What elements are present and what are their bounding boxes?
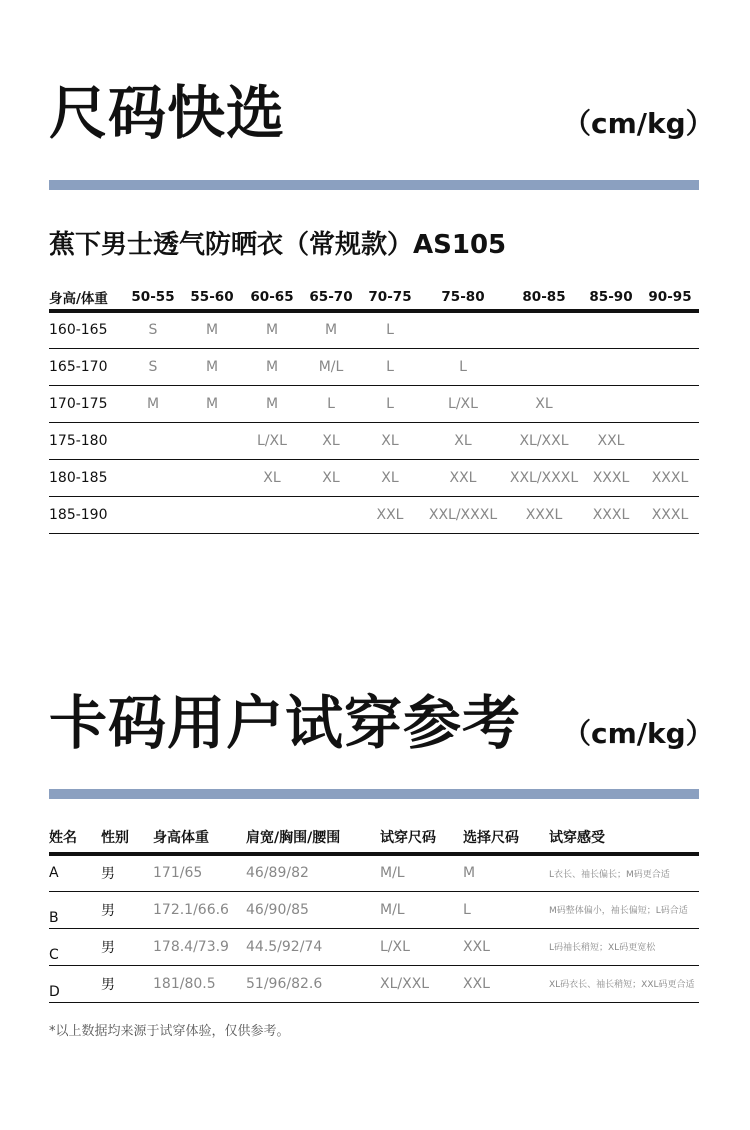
size-cell: M xyxy=(205,395,219,412)
size-cell: M xyxy=(265,322,279,339)
size-cell: XXL xyxy=(597,432,625,449)
user-name: A xyxy=(49,865,59,882)
size-cell: L xyxy=(386,358,394,375)
header-measurements: 肩宽/胸围/腰围 xyxy=(246,830,341,846)
size-cell: XXL/XXXL xyxy=(428,506,498,523)
header-weight-col: 70-75 xyxy=(368,289,412,305)
size-cell: XXXL xyxy=(651,469,689,486)
unit-label: （cm/kg） xyxy=(563,107,714,140)
user-gender: 男 xyxy=(101,866,115,883)
user-tried-size: L/XL xyxy=(380,938,410,955)
header-name: 姓名 xyxy=(49,830,77,846)
size-cell: XXXL xyxy=(592,469,630,486)
user-chosen-size: M xyxy=(463,865,476,882)
header-weight-col: 60-65 xyxy=(250,289,294,305)
size-cell: L xyxy=(459,358,467,375)
header-height-weight: 身高/体重 xyxy=(49,291,108,307)
size-cell: M xyxy=(205,322,219,339)
size-cell xyxy=(301,496,361,533)
size-cell: XXL xyxy=(449,469,477,486)
row-height: 175-180 xyxy=(49,432,108,449)
size-cell xyxy=(581,311,641,348)
size-cell: XL xyxy=(535,395,553,412)
table-row xyxy=(49,928,699,965)
size-cell: XXXL xyxy=(592,506,630,523)
table-row xyxy=(49,891,699,928)
size-cell xyxy=(181,496,243,533)
user-measurements: 44.5/92/74 xyxy=(246,938,323,955)
table-row xyxy=(49,854,699,891)
header-height-weight: 身高体重 xyxy=(153,830,209,846)
size-cell: M xyxy=(265,358,279,375)
header-weight-col: 80-85 xyxy=(522,289,566,305)
user-tried-size: XL/XXL xyxy=(380,975,430,992)
header-chosen-size: 选择尺码 xyxy=(463,830,519,846)
user-tried-size: M/L xyxy=(380,865,405,882)
size-cell: XL xyxy=(322,469,340,486)
size-cell: L xyxy=(386,395,394,412)
user-feedback: XL码衣长、袖长稍短；XXL码更合适 xyxy=(549,980,695,990)
size-cell xyxy=(641,385,699,422)
size-cell xyxy=(641,348,699,385)
user-height-weight: 172.1/66.6 xyxy=(153,901,229,918)
user-feedback: M码整体偏小，袖长偏短；L码合适 xyxy=(549,906,688,916)
size-cell: XXXL xyxy=(525,506,563,523)
size-cell xyxy=(581,348,641,385)
size-cell xyxy=(243,496,301,533)
row-height: 180-185 xyxy=(49,469,108,486)
size-table-header xyxy=(49,285,699,311)
table-row xyxy=(49,311,699,348)
user-tried-size: M/L xyxy=(380,901,405,918)
size-cell: L xyxy=(327,395,335,412)
table-row xyxy=(49,496,699,533)
user-gender: 男 xyxy=(101,976,115,993)
size-cell: L/XL xyxy=(257,432,287,449)
size-cell: S xyxy=(148,358,158,375)
size-cell: XL xyxy=(454,432,472,449)
user-gender: 男 xyxy=(101,902,115,919)
header-gender: 性别 xyxy=(101,830,129,846)
product-title: 蕉下男士透气防晒衣（常规款）AS105 xyxy=(49,230,507,260)
row-height: 185-190 xyxy=(49,506,108,523)
size-table xyxy=(49,285,699,534)
header-weight-col: 65-70 xyxy=(309,289,353,305)
row-height: 165-170 xyxy=(49,358,108,375)
header-weight-col: 90-95 xyxy=(648,289,692,305)
user-fit-table xyxy=(49,822,699,1003)
size-cell xyxy=(581,385,641,422)
table-row xyxy=(49,422,699,459)
size-cell xyxy=(507,348,581,385)
size-cell: M xyxy=(146,395,160,412)
size-cell xyxy=(125,422,181,459)
size-cell xyxy=(125,496,181,533)
header-weight-col: 55-60 xyxy=(190,289,234,305)
header-tried-size: 试穿尺码 xyxy=(380,830,436,846)
size-cell: L xyxy=(386,322,394,339)
size-cell xyxy=(181,422,243,459)
user-fit-reference-title: 卡码用户试穿参考 xyxy=(49,689,522,757)
user-gender: 男 xyxy=(101,939,115,956)
size-cell: XL xyxy=(381,469,399,486)
user-height-weight: 171/65 xyxy=(153,865,203,882)
user-chosen-size: XXL xyxy=(463,975,490,992)
header-weight-col: 75-80 xyxy=(441,289,485,305)
user-height-weight: 178.4/73.9 xyxy=(153,938,229,955)
size-cell: S xyxy=(148,322,158,339)
size-cell: XXL/XXXL xyxy=(509,469,579,486)
user-chosen-size: XXL xyxy=(463,938,490,955)
user-table-header xyxy=(49,822,699,854)
header-feedback: 试穿感受 xyxy=(549,830,605,846)
size-cell: M xyxy=(324,322,338,339)
size-cell: XL xyxy=(322,432,340,449)
size-cell: XXXL xyxy=(651,506,689,523)
user-chosen-size: L xyxy=(463,901,471,918)
table-row xyxy=(49,459,699,496)
table-row xyxy=(49,385,699,422)
header-weight-col: 50-55 xyxy=(131,289,175,305)
user-measurements: 51/96/82.6 xyxy=(246,975,323,992)
size-quick-select-title: 尺码快选 xyxy=(49,79,286,147)
size-cell xyxy=(419,311,507,348)
size-cell: XL xyxy=(263,469,281,486)
row-height: 160-165 xyxy=(49,322,108,339)
user-name: B xyxy=(49,909,59,926)
size-cell: M xyxy=(265,395,279,412)
user-measurements: 46/90/85 xyxy=(246,901,309,918)
size-cell xyxy=(181,459,243,496)
accent-divider xyxy=(49,180,699,190)
size-cell xyxy=(125,459,181,496)
user-feedback: L衣长、袖长偏长；M码更合适 xyxy=(549,869,670,880)
size-cell xyxy=(507,311,581,348)
size-cell: M/L xyxy=(318,358,344,375)
size-cell: XXL xyxy=(376,506,404,523)
size-cell xyxy=(641,422,699,459)
size-cell: XL xyxy=(381,432,399,449)
header-weight-col: 85-90 xyxy=(589,289,633,305)
size-cell: M xyxy=(205,358,219,375)
table-row xyxy=(49,348,699,385)
accent-divider xyxy=(49,789,699,799)
size-cell xyxy=(641,311,699,348)
unit-label: （cm/kg） xyxy=(563,717,714,750)
footnote: *以上数据均来源于试穿体验，仅供参考。 xyxy=(49,1024,290,1039)
user-height-weight: 181/80.5 xyxy=(153,975,216,992)
size-cell: XL/XXL xyxy=(519,432,569,449)
table-row xyxy=(49,965,699,1002)
row-height: 170-175 xyxy=(49,395,108,412)
size-cell: L/XL xyxy=(448,395,478,412)
user-name: D xyxy=(49,983,60,1000)
user-name: C xyxy=(49,946,59,963)
user-measurements: 46/89/82 xyxy=(246,865,309,882)
user-feedback: L码袖长稍短；XL码更宽松 xyxy=(549,943,656,953)
